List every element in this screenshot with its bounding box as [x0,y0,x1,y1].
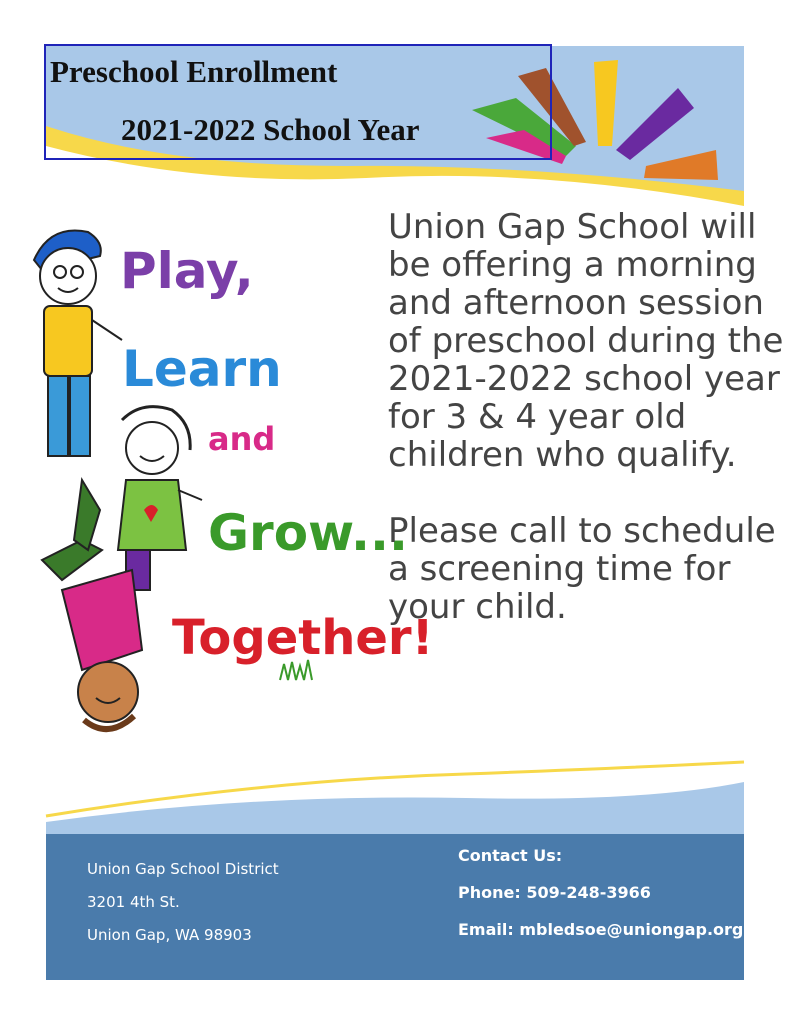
slogan-grow: Grow... [208,504,409,562]
boy-figure-icon [34,231,122,456]
city-address: Union Gap, WA 98903 [87,926,252,944]
contact-block [458,846,743,957]
phone-number[interactable]: Phone: 509-248-3966 [458,883,651,902]
page-title: Preschool Enrollment [50,54,338,89]
street-address: 3201 4th St. [87,893,180,911]
district-name: Union Gap School District [87,860,279,878]
body-copy [388,208,788,626]
call-to-action-paragraph: Please call to schedule a screening time for your child. [388,511,776,627]
address-block [87,860,279,959]
slogan-play: Play, [120,242,254,300]
contact-heading: Contact Us: [458,846,563,865]
girl-figure-icon [118,407,202,590]
school-year-subtitle: 2021-2022 School Year [121,112,420,147]
slogan-together: Together! [172,610,434,666]
email-address[interactable]: Email: mbledsoe@uniongap.org [458,920,744,939]
offering-paragraph: Union Gap School will be offering a morning and afternoon session of preschool during the 2021-2022 school year for 3 & 4 year old children who qualify. [388,207,784,475]
slogan-and: and [208,420,276,458]
slogan-learn: Learn [122,340,282,398]
title-box [44,44,552,160]
kids-illustration [22,210,434,770]
